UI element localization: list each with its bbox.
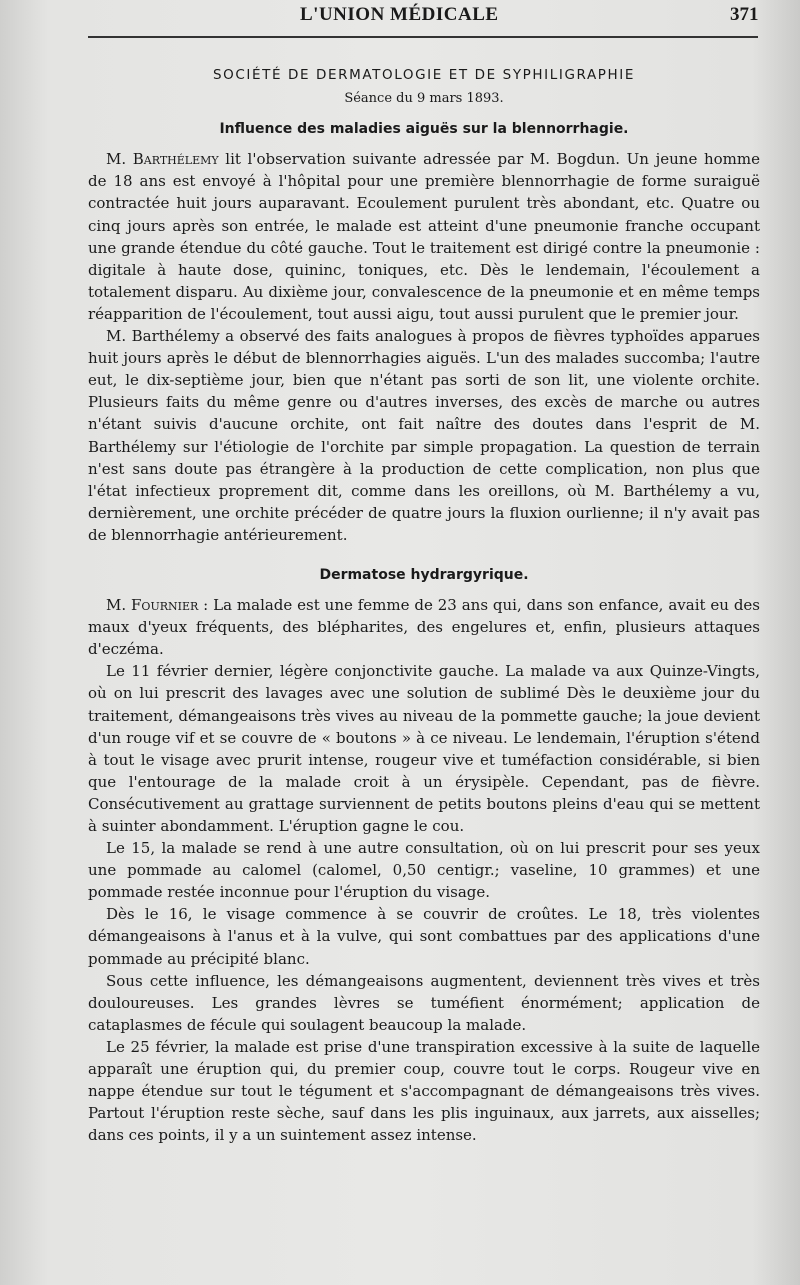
- society-heading: SOCIÉTÉ DE DERMATOLOGIE ET DE SYPHILIGRAPHIE: [213, 67, 635, 83]
- journal-title: L'UNION MÉDICALE: [300, 4, 499, 25]
- paragraph-text: lit l'observation suivante adressée par M. Bogdun. Un jeune homme de 18 ans est envoyé à l'hôpital pour une première blennorrhagie de forme suraiguë contractée huit jours auparavant. Ecoulement purulent très abondant, etc. Quatre ou cinq jours après son entrée, le malade est atteint d'une pneumonie franche occupant une grande étendue du côté gauche. Tout le traitement est dirigé contre la pneumonie : digitale à haute dose, quininc, toniques, etc. Dès le lendemain, l'écoulement a totalement disparu. Au dixième jour, convalescence de la pneumonie et en même temps réapparition de l'écoulement, tout aussi aigu, tout aussi purulent que le premier jour.: [88, 150, 760, 323]
- paragraph: M. Barthélemy a observé des faits analogues à propos de fièvres typhoïdes apparues huit jours après le début de blennorrhagies aiguës. L'un des malades succomba; l'autre eut, le dix-septième jour, bien que n'étant pas sorti de son lit, une violente orchite. Plusieurs faits du même genre ou d'autres inverses, des excès de marche ou autres n'étant suivis d'aucune orchite, ont fait naître des doutes dans l'esprit de M. Barthélemy sur l'étiologie de l'orchite par simple propagation. La question de terrain n'est sans doute pas étrangère à la production de cette complication, non plus que l'état infectieux proprement dit, comme dans les oreillons, où M. Barthélemy a vu, dernièrement, une orchite précéder de quatre jours la fluxion ourlienne; il n'y avait pas de blennorrhagie antérieurement.: [88, 327, 760, 544]
- speaker-name: M. Barthélemy: [106, 150, 219, 169]
- section-title-blennorrhagie: Influence des maladies aiguës sur la blennorrhagie.: [219, 121, 629, 138]
- paragraph: Sous cette influence, les démangeaisons augmentent, deviennent très vives et très douloureuses. Les grandes lèvres se tuméfient énormément; application de cataplasmes de fécule qui soulagent beaucoup la malade.: [88, 971, 760, 1034]
- header-rule: [88, 36, 758, 38]
- paragraph: Le 15, la malade se rend à une autre consultation, où on lui prescrit pour ses yeux une pommade au calomel (calomel, 0,50 centigr.; vaseline, 10 grammes) et une pommade restée inconnue pour l'éruption du visage.: [88, 839, 760, 902]
- paragraph: Le 11 février dernier, légère conjonctivite gauche. La malade va aux Quinze-Vingts, où on lui prescrit des lavages avec une solution de sublimé Dès le deuxième jour du traitement, démangeaisons très vives au niveau de la pommette gauche; la joue devient d'un rouge vif et se couvre de « boutons » à ce niveau. Le lendemain, l'éruption s'étend à tout le visage avec prurit intense, rougeur vive et tuméfaction considérable, si bien que l'entourage de la malade croit à un érysipèle. Cependant, pas de fièvre. Consécutivement au grattage surviennent de petits boutons pleins d'eau qui se mettent à suinter abondamment. L'éruption gagne le cou.: [88, 662, 760, 835]
- paragraph: Dès le 16, le visage commence à se couvrir de croûtes. Le 18, très violentes démangeaisons à l'anus et à la vulve, qui sont combattues par des applications d'une pommade au précipité blanc.: [88, 905, 760, 968]
- running-head: [0, 4, 800, 30]
- paragraph: Le 25 février, la malade est prise d'une transpiration excessive à la suite de laquelle apparaît une éruption qui, du premier coup, couvre tout le corps. Rougeur vive en nappe étendue sur tout le tégument et s'accompagnant de démangeaisons très vives. Partout l'éruption reste sèche, sauf dans les plis inguinaux, aux jarrets, aux aisselles; dans ces points, il y a un suintement assez intense.: [88, 1037, 760, 1145]
- paragraph: [88, 594, 760, 660]
- page-number: 371: [730, 4, 759, 25]
- paragraph: [88, 148, 760, 325]
- paragraph-text: : La malade est une femme de 23 ans qui, dans son enfance, avait eu des maux d'yeux fréquents, des blépharites, des engelures et, enfin, plusieurs attaques d'eczéma.: [88, 596, 761, 659]
- session-date: Séance du 9 mars 1893.: [344, 91, 504, 107]
- article-body: [88, 58, 760, 1146]
- speaker-name: M. Fournier: [106, 596, 199, 615]
- section-title-dermatose: Dermatose hydrargyrique.: [319, 566, 529, 583]
